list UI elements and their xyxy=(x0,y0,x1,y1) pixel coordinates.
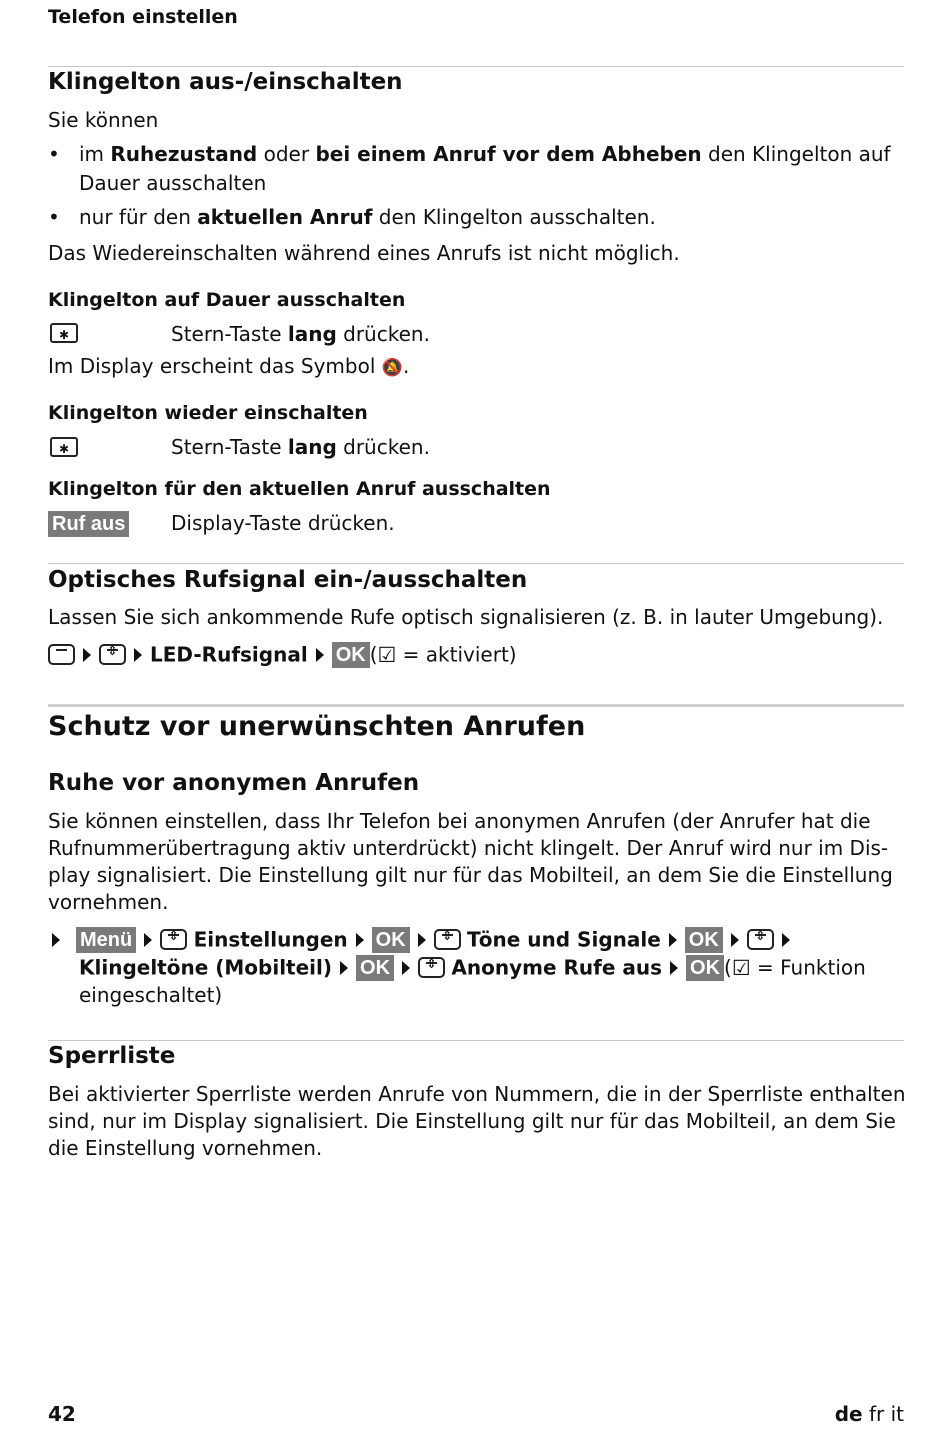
bullet-text: den Klingelton auf xyxy=(701,142,891,166)
subsection-title: Klingelton für den aktuellen Anruf ausschalten xyxy=(48,478,551,500)
arrow-right-icon xyxy=(402,961,410,975)
path-item: Einstellungen xyxy=(193,927,348,952)
arrow-right-icon xyxy=(83,648,91,662)
menu-path xyxy=(44,926,798,954)
bullet-text: den Klingelton ausschalten. xyxy=(372,205,656,229)
result-part: Im Display erscheint das Symbol xyxy=(48,354,382,378)
paragraph-line: play signalisiert. Die Einstellung gilt nur für das Mobilteil, an dem Sie die Einstellung xyxy=(48,863,893,887)
arrow-right-icon xyxy=(782,933,790,947)
instruction-part: Stern-Taste xyxy=(171,435,288,459)
arrow-right-icon xyxy=(731,933,739,947)
bullet-emphasis: aktuellen Anruf xyxy=(197,205,373,229)
arrow-right-icon xyxy=(340,961,348,975)
subsection-title: Klingelton auf Dauer ausschalten xyxy=(48,289,406,311)
checkbox-checked-icon: ☑ xyxy=(731,955,751,980)
chapter-header: Telefon einstellen xyxy=(48,6,238,28)
arrow-right-icon xyxy=(52,933,60,947)
status-text: = aktiviert) xyxy=(396,642,517,667)
paren: ( xyxy=(724,955,732,980)
arrow-right-icon xyxy=(356,933,364,947)
instruction-text: Display-Taste drücken. xyxy=(171,511,395,535)
section-title: Optisches Rufsignal ein-/ausschalten xyxy=(48,567,528,593)
bullet-item xyxy=(79,205,656,229)
paragraph-line: die Einstellung vornehmen. xyxy=(48,1136,323,1160)
bullet-item xyxy=(79,142,891,166)
path-item: LED-Rufsignal xyxy=(150,642,308,667)
arrow-right-icon xyxy=(144,933,152,947)
arrow-right-icon xyxy=(134,648,142,662)
language-indicator xyxy=(835,1402,904,1426)
note-text: Das Wiedereinschalten während eines Anrufs ist nicht möglich. xyxy=(48,241,680,265)
instruction-part: Stern-Taste xyxy=(171,322,288,346)
instruction-emphasis: lang xyxy=(287,322,337,346)
instruction-emphasis: lang xyxy=(287,435,337,459)
nav-key-icon xyxy=(418,957,445,978)
lang-others: fr it xyxy=(862,1402,904,1426)
arrow-right-icon xyxy=(316,648,324,662)
section-title: Sperrliste xyxy=(48,1043,176,1069)
page-number: 42 xyxy=(48,1402,76,1426)
paragraph-line: Rufnummerübertragung aktiv unterdrückt) nicht klingelt. Der Anruf wird nur im Dis- xyxy=(48,836,889,860)
bullet-text: im xyxy=(79,142,111,166)
star-key-icon: ✱ xyxy=(50,437,78,457)
lang-de: de xyxy=(834,1402,863,1426)
ok-softkey[interactable]: OK xyxy=(356,955,394,981)
ok-softkey[interactable]: OK xyxy=(372,927,410,953)
divider xyxy=(48,1040,904,1041)
section-text: Lassen Sie sich ankommende Rufe optisch signalisieren (z. B. in lauter Umgebung). xyxy=(48,605,884,629)
menu-softkey[interactable]: Menü xyxy=(76,927,136,953)
menu-key-icon xyxy=(48,644,75,665)
paragraph-line: sind, nur im Display signalisiert. Die Einstellung gilt nur für das Mobilteil, an dem Sie xyxy=(48,1109,896,1133)
ok-softkey[interactable]: OK xyxy=(686,955,724,981)
instruction-text xyxy=(171,322,430,346)
nav-key-icon xyxy=(434,929,461,950)
bell-off-icon: 🔕 xyxy=(381,358,403,378)
bullet-continuation: Dauer ausschalten xyxy=(79,171,267,195)
bullet-emphasis: Ruhezustand xyxy=(110,142,258,166)
menu-path-continued xyxy=(79,954,866,982)
chapter-title: Schutz vor unerwünschten Anrufen xyxy=(48,711,586,742)
bullet-marker: • xyxy=(48,142,60,166)
instruction-part: drücken. xyxy=(336,435,430,459)
intro-text: Sie können xyxy=(48,108,159,132)
section-title: Klingelton aus-/einschalten xyxy=(48,69,403,95)
section-title: Ruhe vor anonymen Anrufen xyxy=(48,770,420,796)
nav-key-icon xyxy=(160,929,187,950)
bullet-emphasis: bei einem Anruf vor dem Abheben xyxy=(315,142,702,166)
path-item: Anonyme Rufe aus xyxy=(451,955,663,980)
divider xyxy=(48,563,904,564)
arrow-right-icon xyxy=(669,933,677,947)
nav-key-icon xyxy=(747,929,774,950)
arrow-right-icon xyxy=(418,933,426,947)
bullet-text: oder xyxy=(257,142,316,166)
instruction-part: drücken. xyxy=(336,322,430,346)
bullet-text: nur für den xyxy=(79,205,198,229)
path-item: Klingeltöne (Mobilteil) xyxy=(79,955,333,980)
paragraph-line: Sie können einstellen, dass Ihr Telefon bei anonymen Anrufen (der Anrufer hat die xyxy=(48,809,871,833)
result-text: Im Display erscheint das Symbol 🔕. xyxy=(48,354,410,378)
divider xyxy=(48,66,904,67)
arrow-right-icon xyxy=(670,961,678,975)
status-text: = Funktion xyxy=(750,955,866,980)
ok-softkey[interactable]: OK xyxy=(332,642,370,668)
chapter-divider xyxy=(48,704,904,707)
paragraph-line: vornehmen. xyxy=(48,890,169,914)
nav-key-icon xyxy=(99,644,126,665)
ruf-aus-softkey[interactable]: Ruf aus xyxy=(48,511,129,537)
bullet-marker: • xyxy=(48,205,60,229)
paren: ( xyxy=(369,642,378,667)
subsection-title: Klingelton wieder einschalten xyxy=(48,402,368,424)
checkbox-checked-icon: ☑ xyxy=(377,642,397,667)
path-item: Töne und Signale xyxy=(467,927,661,952)
menu-path xyxy=(48,641,517,669)
paragraph-line: Bei aktivierter Sperrliste werden Anrufe von Nummern, die in der Sperrliste enthalten xyxy=(48,1082,906,1106)
star-key-icon: ✱ xyxy=(50,323,78,343)
status-text-continued: eingeschaltet) xyxy=(79,983,223,1007)
ok-softkey[interactable]: OK xyxy=(685,927,723,953)
instruction-text xyxy=(171,435,430,459)
